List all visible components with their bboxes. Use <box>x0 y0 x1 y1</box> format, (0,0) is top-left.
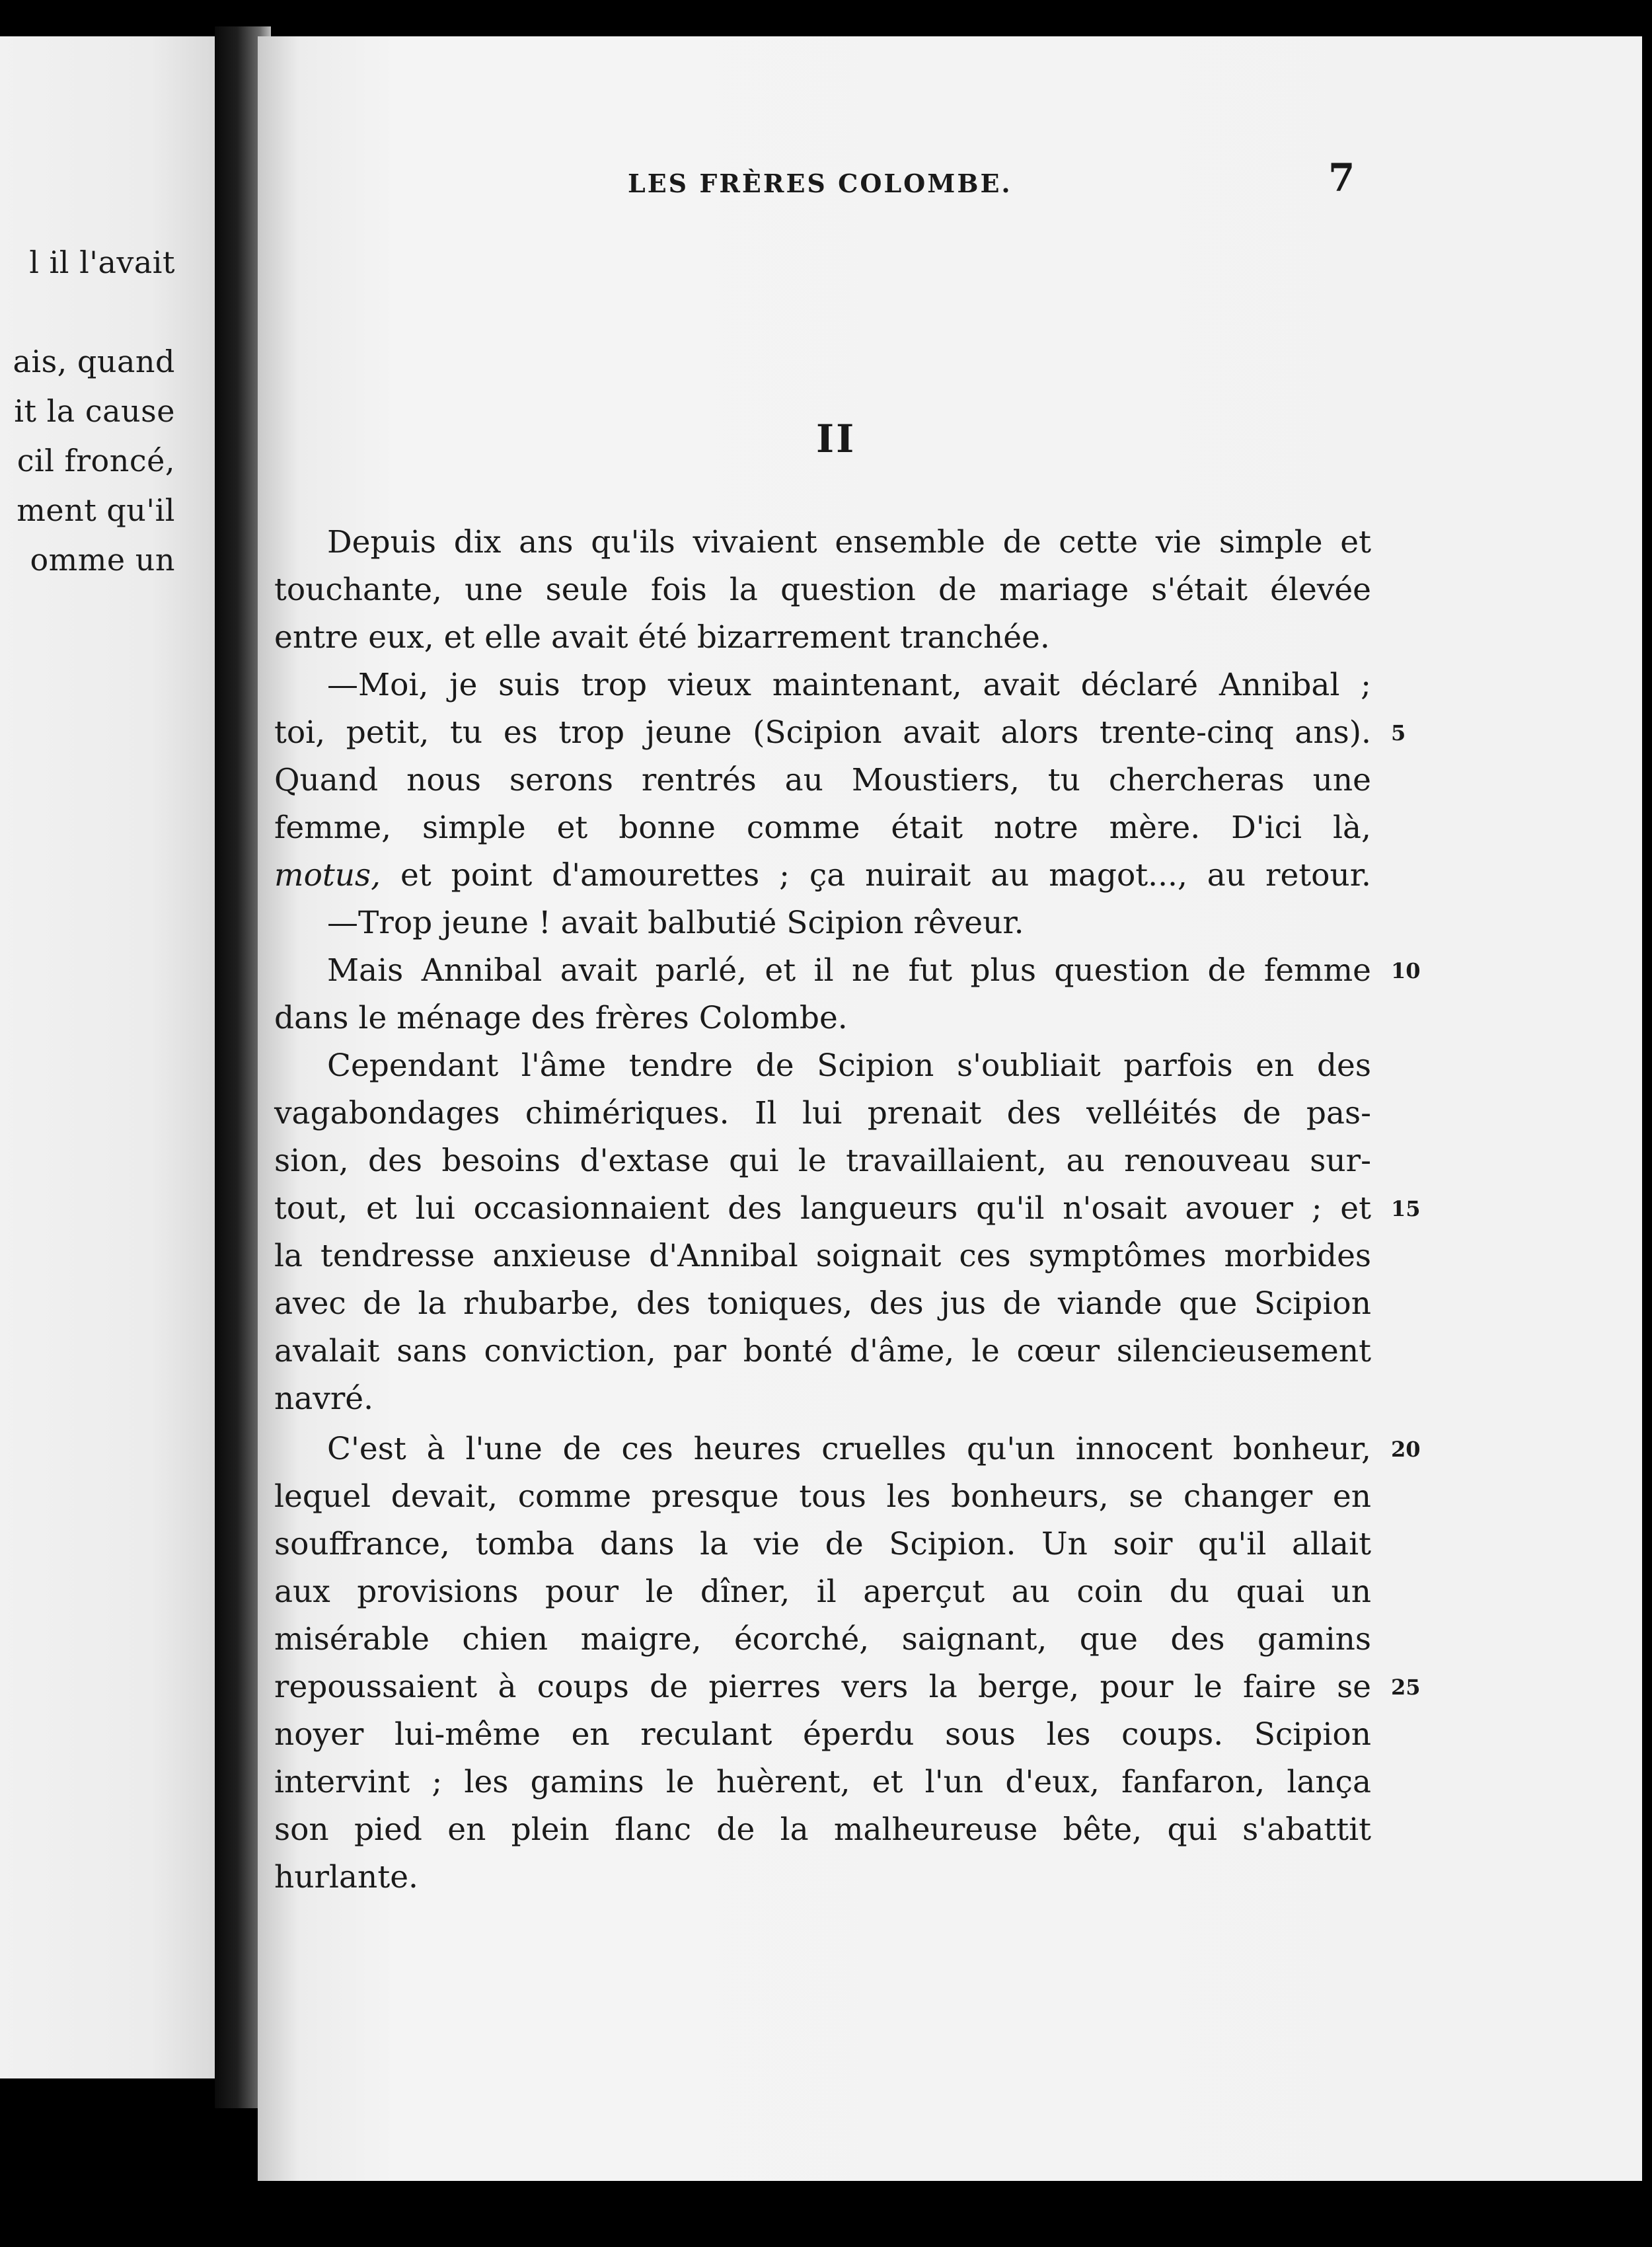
text-line: Cependant l'âme tendre de Scipion s'oubliait parfois en des <box>327 1047 1371 1084</box>
text-line: Depuis dix ans qu'ils vivaient ensemble de cette vie simple et <box>327 524 1371 560</box>
text-line: son pied en plein flanc de la malheureuse bête, qui s'abattit <box>274 1811 1371 1848</box>
text-line <box>274 852 1371 899</box>
text-line: vagabondages chimériques. Il lui prenait des velléités de pas- <box>274 1095 1371 1131</box>
text-line: intervint ; les gamins le huèrent, et l'un d'eux, fanfaron, lança <box>274 1764 1371 1800</box>
left-page-line: ment qu'il <box>17 492 175 528</box>
text-line: aux provisions pour le dîner, il aperçut au coin du quai un <box>274 1574 1371 1610</box>
left-page-line: omme un <box>30 542 175 578</box>
text-line: touchante, une seule fois la question de mariage s'était élevée <box>274 572 1371 608</box>
chapter-number: II <box>816 416 856 461</box>
running-head: LES FRÈRES COLOMBE. <box>628 169 1012 198</box>
right-page <box>258 36 1642 2181</box>
line-number: 20 <box>1391 1437 1421 1462</box>
text-line: —Moi, je suis trop vieux maintenant, avait déclaré Annibal ; <box>327 667 1371 703</box>
text-line: souffrance, tomba dans la vie de Scipion. Un soir qu'il allait <box>274 1526 1371 1562</box>
text-line: Mais Annibal avait parlé, et il ne fut plus question de femme <box>327 952 1371 989</box>
text-line: avec de la rhubarbe, des toniques, des jus de viande que Scipion <box>274 1285 1371 1322</box>
line-number: 15 <box>1391 1196 1421 1221</box>
text-line-rest: et point d'amourettes ; ça nuirait au magot..., au retour. <box>400 857 1371 894</box>
text-line: toi, petit, tu es trop jeune (Scipion avait alors trente-cinq ans). <box>274 714 1371 751</box>
text-line: avalait sans conviction, par bonté d'âme, le cœur silencieusement <box>274 1333 1371 1369</box>
text-line: femme, simple et bonne comme était notre mère. D'ici là, <box>274 810 1371 846</box>
text-line: hurlante. <box>274 1859 418 1895</box>
left-page-line: l il l'avait <box>29 245 175 280</box>
text-line: Quand nous serons rentrés au Moustiers, tu chercheras une <box>274 762 1371 798</box>
line-number: 25 <box>1391 1675 1421 1700</box>
text-line: entre eux, et elle avait été bizarrement tranchée. <box>274 619 1050 656</box>
text-line: lequel devait, comme presque tous les bonheurs, se changer en <box>274 1478 1371 1515</box>
line-number: 10 <box>1391 958 1421 983</box>
text-line: noyer lui-même en reculant éperdu sous les coups. Scipion <box>274 1716 1371 1753</box>
left-page-line: ais, quand <box>13 344 175 379</box>
page-number: 7 <box>1328 155 1355 200</box>
text-line: la tendresse anxieuse d'Annibal soignait ces symptômes morbides <box>274 1238 1371 1274</box>
text-line: navré. <box>274 1381 374 1417</box>
left-page-line: it la cause <box>14 393 175 429</box>
text-line: repoussaient à coups de pierres vers la berge, pour le faire se <box>274 1669 1371 1705</box>
left-page-line: cil froncé, <box>17 443 175 478</box>
text-line: sion, des besoins d'extase qui le travaillaient, au renouveau sur- <box>274 1143 1371 1179</box>
text-line: tout, et lui occasionnaient des langueurs qu'il n'osait avouer ; et <box>274 1190 1371 1227</box>
text-line: C'est à l'une de ces heures cruelles qu'un innocent bonheur, <box>327 1431 1371 1467</box>
text-line: —Trop jeune ! avait balbutié Scipion rêveur. <box>327 905 1024 941</box>
italic-word: motus, <box>274 857 381 894</box>
text-line: misérable chien maigre, écorché, saignant, que des gamins <box>274 1621 1371 1657</box>
text-line: dans le ménage des frères Colombe. <box>274 1000 848 1036</box>
left-page-fragment <box>0 36 215 2078</box>
line-number: 5 <box>1391 720 1406 745</box>
